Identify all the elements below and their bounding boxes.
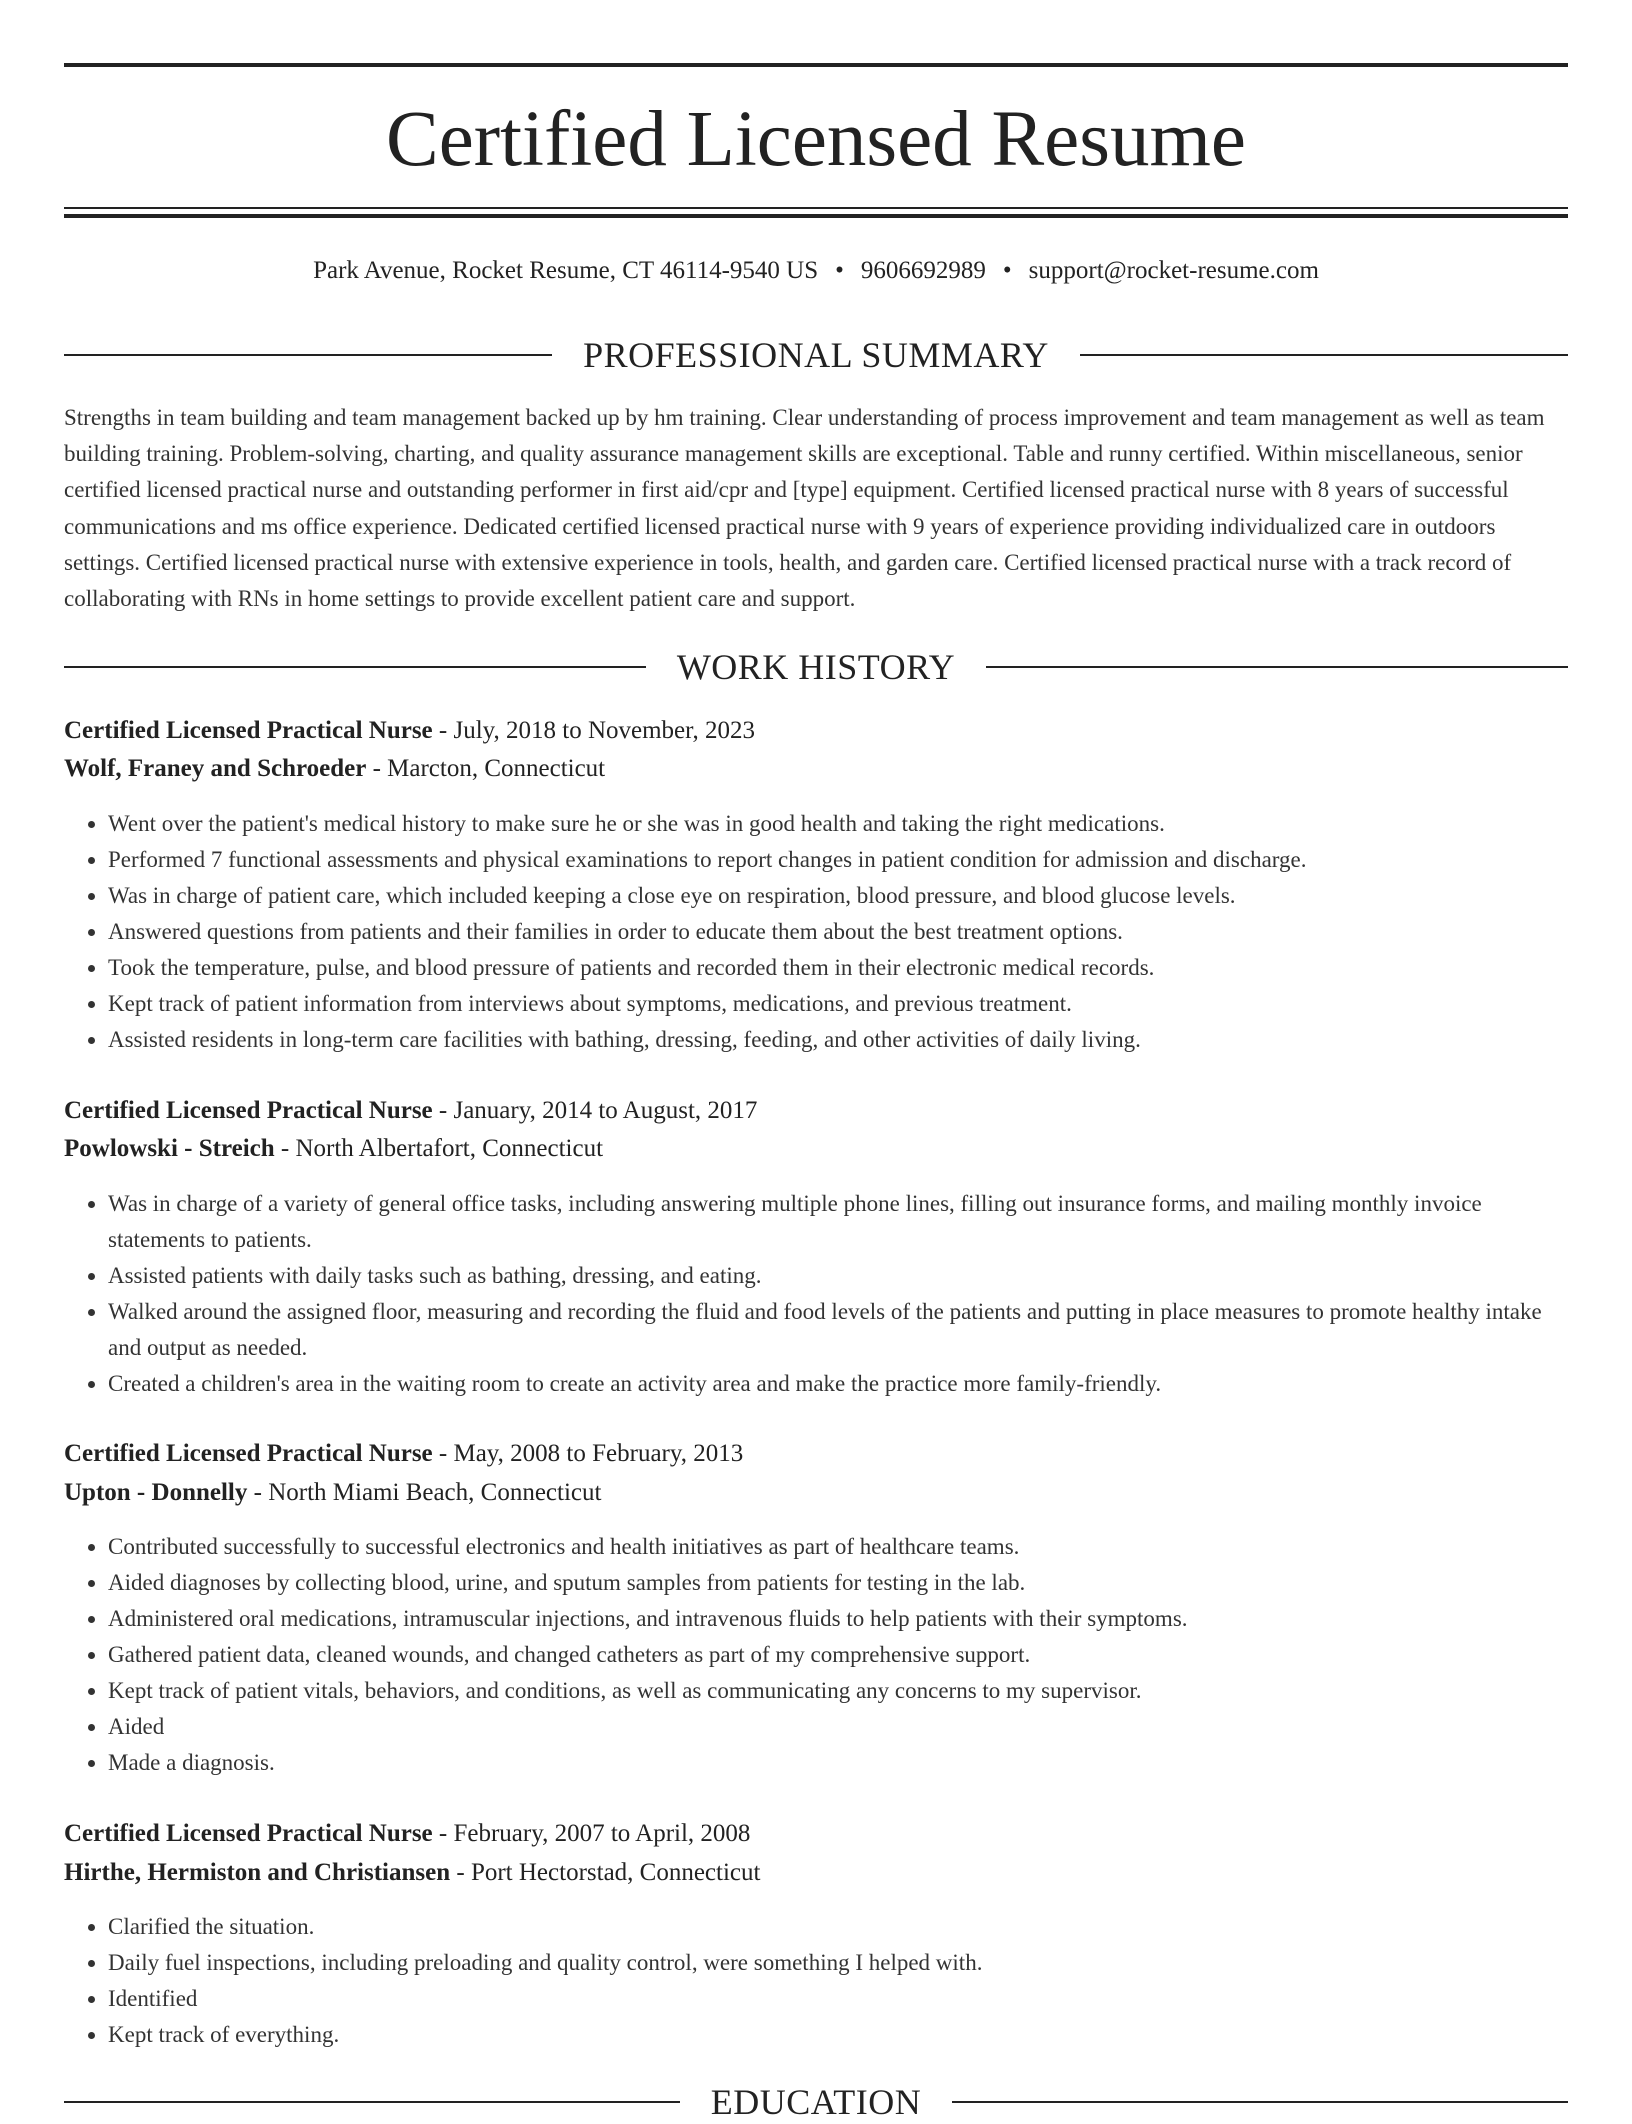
job-dates: - January, 2014 to August, 2017 — [432, 1097, 758, 1124]
resume-page — [64, 0, 1568, 2122]
job-bullet: • Clarified the situation. — [108, 1909, 1568, 1945]
job-company-line — [64, 1132, 1568, 1166]
education-section-header — [64, 2080, 1568, 2124]
education-heading: EDUCATION — [710, 2082, 922, 2122]
summary-heading: PROFESSIONAL SUMMARY — [583, 335, 1049, 375]
summary-section-header — [64, 333, 1568, 377]
job-company-line — [64, 1476, 1568, 1510]
job-bullet: • Was in charge of a variety of general office tasks, including answering multiple phone lines, filling out insurance forms, and mailing monthly invoice statements to patients. — [108, 1186, 1568, 1258]
job-bullet-list — [64, 806, 1568, 1058]
job-title-line — [64, 714, 1568, 748]
job-bullet: • Gathered patient data, cleaned wounds, and changed catheters as part of my comprehensive support. — [108, 1637, 1568, 1673]
work-history-section-header — [64, 645, 1568, 689]
job-bullet: • Went over the patient's medical history to make sure he or she was in good health and taking the right medications. — [108, 806, 1568, 842]
job-bullet: • Kept track of everything. — [108, 2017, 1568, 2053]
job-company-line — [64, 1856, 1568, 1890]
job-dates: - July, 2018 to November, 2023 — [432, 717, 755, 744]
contact-line — [64, 254, 1568, 288]
job-title-line — [64, 1094, 1568, 1128]
job-bullet: • Took the temperature, pulse, and blood pressure of patients and recorded them in their electronic medical records. — [108, 950, 1568, 986]
job-bullet: • Assisted patients with daily tasks such as bathing, dressing, and eating. — [108, 1258, 1568, 1294]
resume-title: Certified Licensed Resume — [386, 96, 1246, 183]
job-company: Hirthe, Hermiston and Christiansen — [64, 1859, 451, 1886]
job-bullet: • Performed 7 functional assessments and physical examinations to report changes in patient condition for admission and discharge. — [108, 842, 1568, 878]
job-title: Certified Licensed Practical Nurse — [64, 1440, 433, 1467]
job-company: Wolf, Franey and Schroeder — [64, 755, 367, 782]
job-bullet: • Daily fuel inspections, including preloading and quality control, were something I helped with. — [108, 1945, 1568, 1981]
header-rule-lower — [64, 214, 1568, 218]
job-company: Upton - Donnelly — [64, 1479, 248, 1506]
job-bullet: • Assisted residents in long-term care facilities with bathing, dressing, feeding, and other activities of daily living. — [108, 1022, 1568, 1058]
job-title-line — [64, 1817, 1568, 1851]
job-bullet: • Identified — [108, 1981, 1568, 2017]
job-bullet: • Aided — [108, 1709, 1568, 1745]
job-location: - Port Hectorstad, Connecticut — [450, 1859, 761, 1886]
job-dates: - February, 2007 to April, 2008 — [432, 1820, 751, 1847]
job-location: - North Miami Beach, Connecticut — [247, 1479, 602, 1506]
job-bullet: • Answered questions from patients and their families in order to educate them about the best treatment options. — [108, 914, 1568, 950]
job-title: Certified Licensed Practical Nurse — [64, 717, 433, 744]
header-top-rule — [64, 63, 1568, 67]
contact-email: support@rocket-resume.com — [1028, 257, 1319, 284]
contact-separator: • — [1002, 257, 1012, 284]
job-bullet-list — [64, 1186, 1568, 1402]
job-location: - North Albertafort, Connecticut — [274, 1135, 604, 1162]
job-bullet: • Administered oral medications, intramuscular injections, and intravenous fluids to help patients with their symptoms. — [108, 1601, 1568, 1637]
job-bullet: • Walked around the assigned floor, measuring and recording the fluid and food levels of the patients and putting in place measures to promote healthy intake and output as needed. — [108, 1294, 1568, 1366]
header-rule-upper — [64, 207, 1568, 209]
job-company: Powlowski - Streich — [64, 1135, 275, 1162]
job-location: - Marcton, Connecticut — [366, 755, 606, 782]
job-title-line — [64, 1437, 1568, 1471]
job-bullet: • Aided diagnoses by collecting blood, urine, and sputum samples from patients for testing in the lab. — [108, 1565, 1568, 1601]
job-bullet: • Kept track of patient information from interviews about symptoms, medications, and previous treatment. — [108, 986, 1568, 1022]
work-history-heading: WORK HISTORY — [676, 647, 956, 687]
job-bullet-list — [64, 1909, 1568, 2053]
contact-separator: • — [835, 257, 844, 284]
section-rule-right — [986, 666, 1568, 668]
section-rule-right — [952, 2101, 1568, 2103]
job-bullet: • Created a children's area in the waiting room to create an activity area and make the practice more family-friendly. — [108, 1366, 1568, 1402]
contact-phone: 9606692989 — [860, 257, 986, 284]
job-bullet: • Kept track of patient vitals, behaviors, and conditions, as well as communicating any concerns to my supervisor. — [108, 1673, 1568, 1709]
job-company-line — [64, 752, 1568, 786]
job-bullet-list — [64, 1529, 1568, 1781]
section-rule-right — [1080, 354, 1568, 356]
job-dates: - May, 2008 to February, 2013 — [432, 1440, 744, 1467]
job-bullet: • Made a diagnosis. — [108, 1745, 1568, 1781]
job-title: Certified Licensed Practical Nurse — [64, 1097, 433, 1124]
contact-address: Park Avenue, Rocket Resume, CT 46114-9540 US — [313, 257, 819, 284]
job-bullet: • Was in charge of patient care, which included keeping a close eye on respiration, blood pressure, and blood glucose levels. — [108, 878, 1568, 914]
job-title: Certified Licensed Practical Nurse — [64, 1820, 433, 1847]
summary-text: Strengths in team building and team management backed up by hm training. Clear understanding of process improvement and team management as well as team building training. Problem-solving, charting, and quality assurance management skills are exceptional. Table and runny certified. Within miscellaneous, senior certified licensed practical nurse and outstanding performer in first aid/cpr and [type] equipment. Certified licensed practical nurse with 8 years of successful communications and ms office experience. Dedicated certified licensed practical nurse with 9 years of experience providing individualized care in outdoors settings. Certified licensed practical nurse with extensive experience in tools, health, and garden care. Certified licensed practical nurse with a track record of collaborating with RNs in home settings to provide excellent patient care and support. — [64, 405, 1545, 612]
job-bullet: • Contributed successfully to successful electronics and health initiatives as part of healthcare teams. — [108, 1529, 1568, 1565]
